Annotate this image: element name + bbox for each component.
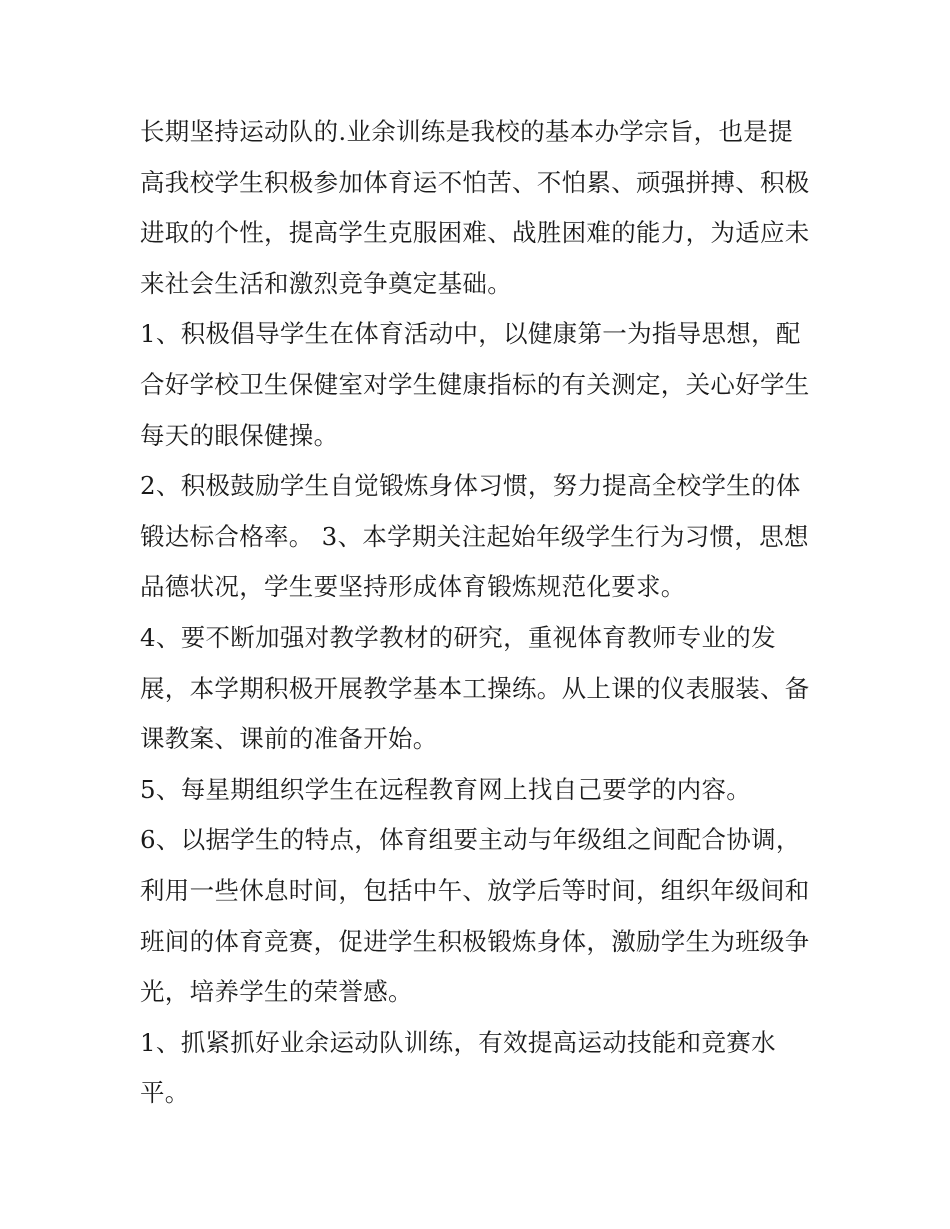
text-line: 5、每星期组织学生在远程教育网上找自己要学的内容。 (140, 774, 752, 804)
text-line: 课教案、课前的准备开始。 (140, 724, 438, 754)
text-line: 2、积极鼓励学生自觉锻炼身体习惯，努力提高全校学生的体 (140, 471, 801, 501)
text-line: 来社会生活和激烈竞争奠定基础。 (140, 268, 512, 298)
text-line: 锻达标合格率。 3、本学期关注起始年级学生行为习惯，思想 (140, 521, 809, 551)
text-line: 光，培养学生的荣誉感。 (140, 977, 413, 1007)
text-line: 平。 (140, 1078, 190, 1108)
text-line: 长期坚持运动队的.业余训练是我校的基本办学宗旨，也是提 (140, 117, 793, 146)
text-line: 4、要不断加强对教学教材的研究，重视体育教师专业的发 (140, 622, 776, 652)
text-line: 利用一些休息时间，包括中午、放学后等时间，组织年级间和 (140, 875, 810, 905)
text-line: 品德状况，学生要坚持形成体育锻炼规范化要求。 (140, 572, 686, 602)
text-line: 合好学校卫生保健室对学生健康指标的有关测定，关心好学生 (140, 369, 810, 399)
text-line: 班间的体育竞赛，促进学生积极锻炼身体，激励学生为班级争 (140, 926, 810, 956)
text-line: 每天的眼保健操。 (140, 420, 339, 450)
text-line: 1、抓紧抓好业余运动队训练，有效提高运动技能和竞赛水 (140, 1027, 776, 1057)
text-line: 1、积极倡导学生在体育活动中，以健康第一为指导思想，配 (140, 319, 801, 349)
text-line: 高我校学生积极参加体育运不怕苦、不怕累、顽强拼搏、积极 (140, 167, 810, 197)
text-line: 进取的个性，提高学生克服困难、战胜困难的能力，为适应未 (140, 218, 810, 248)
document-body (140, 107, 830, 1119)
text-line: 展，本学期积极开展教学基本工操练。从上课的仪表服装、备 (140, 673, 810, 703)
text-line: 6、以据学生的特点，体育组要主动与年级组之间配合协调， (140, 825, 801, 855)
